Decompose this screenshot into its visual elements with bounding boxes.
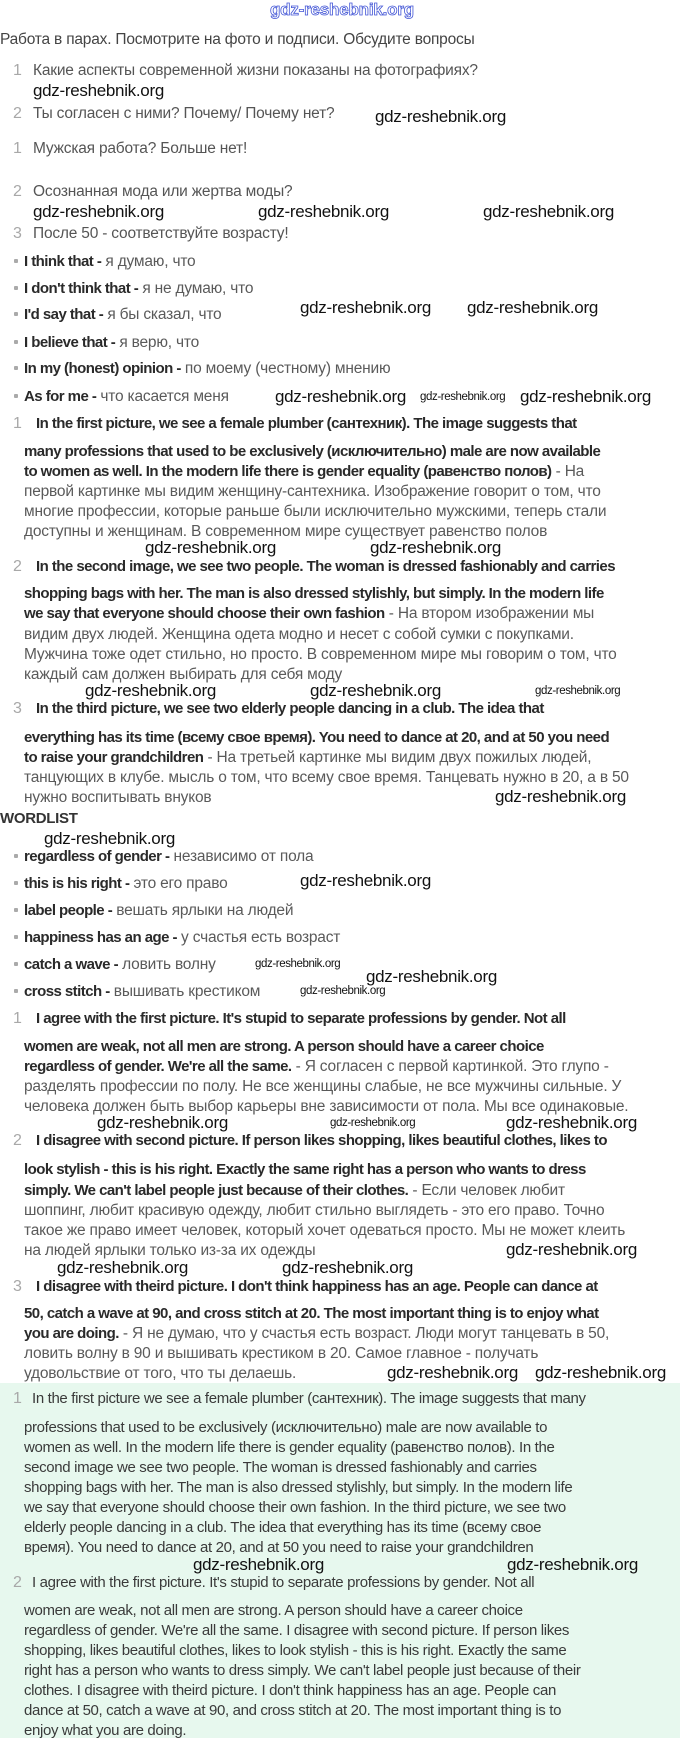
watermark-text: gdz-reshebnik.org (310, 681, 441, 700)
wordlist-item-translation: это его право (129, 874, 228, 892)
opinion-answer-english-text: regardless of gender. We're all the same. (24, 1057, 292, 1075)
wordlist-item-translation: у счастья есть возраст (176, 928, 341, 946)
opinion-answer-russian-text: - Я не думаю, что у счастья есть возраст. Люди могут танцевать в 50, (118, 1324, 610, 1342)
question-number: 2 (13, 104, 22, 122)
watermark-text: gdz-reshebnik.org (387, 1363, 518, 1382)
watermark-text: gdz-reshebnik.org (44, 829, 175, 848)
opinion-answer-russian-text: разделять профессии по полу. Не все женщины слабые, не все мужчины сильные. У (24, 1077, 622, 1095)
watermark-text: gdz-reshebnik.org (495, 787, 626, 806)
watermark-text: gdz-reshebnik.org (145, 538, 276, 557)
watermark-text: gdz-reshebnik.org (370, 538, 501, 557)
wordlist-item-translation: ловить волну (118, 955, 216, 973)
opinion-answer-line (24, 1325, 609, 1342)
opinion-answer-english-text: I agree with the first picture. It's stupid to separate professions by gender. Not all (36, 1009, 566, 1027)
photo-description-english-text: we say that everyone should choose their own fashion (24, 604, 385, 622)
summary-answer-text: second image we see two people. The woman is dressed fashionably and carries (24, 1458, 537, 1476)
watermark-text: gdz-reshebnik.org (193, 1554, 324, 1574)
watermark-text: gdz-reshebnik.org (282, 1258, 413, 1277)
summary-answer-text: women are weak, not all men are strong. A person should have a career choice (24, 1601, 523, 1619)
summary-answer-line (24, 1662, 580, 1679)
phrase-item-term: I'd say that - (24, 305, 104, 323)
opinion-answer-russian-text: ловить волну в 90 и вышивать крестиком в 20. Самое главное - получать (24, 1344, 539, 1362)
photo-description-english-text: everything has its time (всему свое время). You need to dance at 20, and at 50 you need (24, 728, 610, 746)
bullet-icon (14, 881, 18, 885)
photo-description-russian-text: Мужчина тоже одет стильно, но просто. В современном мире мы говорим о том, что (24, 645, 617, 663)
watermark-text: gdz-reshebnik.org (33, 81, 164, 100)
opinion-answer-line (24, 1345, 538, 1362)
summary-answer-text: regardless of gender. We're all the same. I disagree with second picture. If person likes (24, 1621, 570, 1639)
bullet-icon (14, 259, 18, 263)
summary-answer-number: 2 (13, 1573, 22, 1591)
watermark-text: gdz-reshebnik.org (300, 984, 386, 997)
watermark-text: gdz-reshebnik.org (535, 1363, 666, 1382)
photo-description-line (24, 749, 591, 766)
watermark-text: gdz-reshebnik.org (520, 387, 651, 406)
summary-answer-line (24, 1722, 186, 1739)
summary-answer-text: clothes. I disagree with theird picture. I don't think happiness has an age. People can (24, 1681, 556, 1699)
wordlist-item (24, 902, 293, 919)
wordlist-item-translation: вышивать крестиком (109, 982, 261, 1000)
photo-description-line (36, 700, 544, 717)
photo-description-russian-text: каждый сам должен выбирать для себя моду (24, 665, 343, 683)
bullet-icon (14, 962, 18, 966)
opinion-answer-russian-text: - Если человек любит (408, 1181, 565, 1199)
watermark-text: gdz-reshebnik.org (420, 390, 506, 403)
summary-answer-text: professions that used to be exclusively (исключительно) male are now available to (24, 1418, 548, 1436)
opinion-answer-english-text: 50, catch a wave at 90, and cross stitch at 20. The most important thing is to enjoy what (24, 1304, 599, 1322)
opinion-answer-line (24, 1038, 544, 1055)
watermark-text: gdz-reshebnik.org (57, 1258, 188, 1277)
phrase-item-translation: по моему (честному) мнению (180, 359, 391, 377)
summary-answer-line (24, 1602, 523, 1619)
photo-description-line (24, 789, 211, 806)
opinion-answer-russian-text: человека должен быть выбор карьеры вне зависимости от пола. Мы все одинаковые. (24, 1097, 629, 1115)
bullet-icon (14, 989, 18, 993)
photo-description-line (36, 558, 615, 575)
wordlist-heading: WORDLIST (0, 809, 78, 827)
watermark-text: gdz-reshebnik.org (366, 967, 497, 986)
watermark-text: gdz-reshebnik.org (483, 202, 614, 221)
page-title: Работа в парах. Посмотрите на фото и подписи. Обсудите вопросы (0, 30, 475, 48)
summary-answer-line (24, 1622, 569, 1639)
photo-caption: Осознанная мода или жертва моды? (33, 182, 293, 200)
summary-answer-text: shopping bags with her. The man is also dressed stylishly, but simply. In the modern life (24, 1478, 573, 1496)
opinion-answer-russian-text: - Я согласен с первой картинкой. Это глупо - (291, 1057, 609, 1075)
summary-answer-text: shopping, likes beautiful clothes, likes to look stylish - this is his right. Exactly the same (24, 1641, 567, 1659)
wordlist-item-term: regardless of gender - (24, 847, 170, 865)
summary-answer-line (24, 1439, 555, 1456)
phrase-item-translation: я думаю, что (101, 252, 196, 270)
phrase-item-translation: я бы сказал, что (103, 305, 222, 323)
opinion-answer-english-text: I disagree with second picture. If person likes shopping, likes beautiful clothes, likes to (36, 1131, 607, 1149)
photo-description-line (36, 415, 577, 432)
opinion-answer-line (24, 1242, 315, 1259)
photo-caption: После 50 - соответствуйте возрасту! (33, 224, 289, 242)
photo-description-number: 3 (13, 699, 22, 717)
opinion-answer-line (24, 1058, 609, 1075)
photo-description-line (24, 605, 594, 622)
phrase-item-term: I believe that - (24, 333, 116, 351)
opinion-answer-line (24, 1078, 621, 1095)
phrase-item (24, 306, 221, 323)
watermark-text: gdz-reshebnik.org (33, 202, 164, 221)
photo-description-russian-text: многие профессии, которые раньше были исключительно мужскими, теперь стали (24, 502, 607, 520)
photo-caption-number: 2 (13, 182, 22, 200)
summary-answer-number: 1 (13, 1389, 22, 1407)
opinion-answer-line (36, 1010, 566, 1027)
bullet-icon (14, 854, 18, 858)
question: Какие аспекты современной жизни показаны на фотографиях? (33, 61, 478, 79)
summary-answer-line (24, 1499, 566, 1516)
summary-answer-line (24, 1539, 533, 1556)
photo-description-line (24, 626, 574, 643)
opinion-answer-russian-text: шоппинг, любит красивую одежду, любит стильно выглядеть - это его право. Точно (24, 1201, 605, 1219)
photo-caption-number: 3 (13, 224, 22, 242)
phrase-item-translation: что касается меня (96, 387, 229, 405)
watermark-text: gdz-reshebnik.org (467, 298, 598, 317)
opinion-answer-line (36, 1278, 598, 1295)
summary-answer-line (24, 1459, 537, 1476)
wordlist-item (24, 929, 340, 946)
photo-description-line (24, 729, 609, 746)
bullet-icon (14, 394, 18, 398)
phrase-item (24, 253, 195, 270)
watermark-text: gdz-reshebnik.org (300, 871, 431, 890)
watermark-text: gdz-reshebnik.org (535, 684, 621, 697)
opinion-answer-number: 2 (13, 1131, 22, 1149)
summary-answer-line (24, 1642, 566, 1659)
opinion-answer-line (24, 1202, 604, 1219)
summary-answer-line (32, 1574, 534, 1591)
photo-description-line (24, 483, 601, 500)
summary-answer-text: right has a person who wants to dress simply. We can't label people just because of their (24, 1661, 581, 1679)
photo-description-english-text: In the third picture, we see two elderly people dancing in a club. The idea that (36, 699, 544, 717)
photo-description-line (24, 463, 584, 480)
summary-answer-text: we say that everyone should choose their own fashion. In the third picture, we see two (24, 1498, 566, 1516)
opinion-answer-english-text: I disagree with theird picture. I don't think happiness has an age. People can dance at (36, 1277, 598, 1295)
summary-answer-text: elderly people dancing in a club. The idea that everything has its time (всему свое (24, 1518, 542, 1536)
watermark-text: gdz-reshebnik.org (275, 387, 406, 406)
phrase-item (24, 280, 253, 297)
wordlist-item (24, 956, 216, 973)
watermark-text: gdz-reshebnik.org (85, 681, 216, 700)
wordlist-item-term: happiness has an age - (24, 928, 177, 946)
summary-answer-text: In the first picture we see a female plumber (сантехник). The image suggests that many (32, 1389, 586, 1407)
bullet-icon (14, 908, 18, 912)
opinion-answer-english-text: simply. We can't label people just because of their clothes. (24, 1181, 409, 1199)
opinion-answer-line (24, 1365, 296, 1382)
watermark-text: gdz-reshebnik.org (375, 107, 506, 126)
photo-description-number: 2 (13, 557, 22, 575)
summary-answer-text: время). You need to dance at 20, and at 50 you need to raise your grandchildren (24, 1538, 534, 1556)
site-watermark-header[interactable]: gdz-reshebnik.org (270, 0, 414, 19)
opinion-answer-russian-text: такое же право имеет человек, который хочет одеваться просто. Мы не может клеить (24, 1221, 626, 1239)
opinion-answer-number: 1 (13, 1009, 22, 1027)
bullet-icon (14, 935, 18, 939)
bullet-icon (14, 366, 18, 370)
opinion-answer-line (24, 1182, 565, 1199)
photo-description-english-text: many professions that used to be exclusively (исключительно) male are now available (24, 442, 601, 460)
summary-answer-text: I agree with the first picture. It's stupid to separate professions by gender. Not all (32, 1573, 535, 1591)
photo-description-line (24, 503, 606, 520)
photo-description-line (24, 769, 629, 786)
wordlist-item-translation: вешать ярлыки на людей (112, 901, 294, 919)
photo-description-russian-text: нужно воспитывать внуков (24, 788, 212, 806)
summary-answer-line (24, 1479, 572, 1496)
opinion-answer-english-text: you are doing. (24, 1324, 119, 1342)
photo-description-english-text: to raise your grandchildren (24, 748, 204, 766)
photo-description-line (24, 585, 604, 602)
phrase-item (24, 360, 390, 377)
photo-description-russian-text: первой картинке мы видим женщину-сантехника. Изображение говорит о том, что (24, 482, 601, 500)
watermark-text: gdz-reshebnik.org (330, 1116, 416, 1129)
summary-answer-text: women as well. In the modern life there is gender equality (равенство полов). In the (24, 1438, 555, 1456)
opinion-answer-english-text: women are weak, not all men are strong. A person should have a career choice (24, 1037, 544, 1055)
photo-description-line (24, 666, 342, 683)
photo-description-russian-text: видим двух людей. Женщина одета модно и несет с собой сумки с покупками. (24, 625, 574, 643)
wordlist-item (24, 983, 260, 1000)
summary-answer-line (24, 1702, 561, 1719)
wordlist-item (24, 848, 313, 865)
summary-answer-line (24, 1519, 541, 1536)
photo-description-number: 1 (13, 414, 22, 432)
summary-answer-line (24, 1682, 556, 1699)
photo-description-russian-text: - На (551, 462, 585, 480)
phrase-item-term: In my (honest) opinion - (24, 359, 181, 377)
phrase-item-term: As for me - (24, 387, 97, 405)
photo-description-english-text: to women as well. In the modern life there is gender equality (равенство полов) (24, 462, 552, 480)
photo-description-russian-text: - На третьей картинке мы видим двух пожилых людей, (203, 748, 592, 766)
watermark-text: gdz-reshebnik.org (97, 1113, 228, 1132)
wordlist-item-translation: независимо от пола (169, 847, 314, 865)
photo-description-english-text: shopping bags with her. The man is also dressed stylishly, but simply. In the modern life (24, 584, 604, 602)
question-number: 1 (13, 61, 22, 79)
photo-description-russian-text: доступны и женщинам. В современном мире существует равенство полов (24, 522, 548, 540)
photo-description-english-text: In the first picture, we see a female plumber (сантехник). The image suggests that (36, 414, 577, 432)
photo-description-russian-text: танцующих в клубе. мысль о том, что всему свое время. Танцевать нужно в 20, а в 50 (24, 768, 629, 786)
bullet-icon (14, 340, 18, 344)
phrase-item-translation: я не думаю, что (138, 279, 254, 297)
photo-description-russian-text: - На втором изображении мы (384, 604, 595, 622)
summary-answer-text: enjoy what you are doing. (24, 1721, 187, 1739)
opinion-answer-line (36, 1132, 607, 1149)
question: Ты согласен с ними? Почему/ Почему нет? (33, 104, 335, 122)
wordlist-item-term: cross stitch - (24, 982, 110, 1000)
summary-answer-text: dance at 50, catch a wave at 90, and cross stitch at 20. The most important thing is to (24, 1701, 562, 1719)
summary-answer-line (24, 1419, 547, 1436)
watermark-text: gdz-reshebnik.org (506, 1113, 637, 1132)
opinion-answer-line (24, 1098, 628, 1115)
opinion-answer-russian-text: удовольствие от того, что ты делаешь. (24, 1364, 297, 1382)
phrase-item-term: I don't think that - (24, 279, 139, 297)
photo-description-line (24, 646, 617, 663)
photo-caption-number: 1 (13, 139, 22, 157)
summary-answer-line (32, 1390, 586, 1407)
watermark-text: gdz-reshebnik.org (506, 1240, 637, 1259)
phrase-item-translation: я верю, что (115, 333, 200, 351)
phrase-item-term: I think that - (24, 252, 102, 270)
opinion-answer-russian-text: на людей ярлыки только из-за их одежды (24, 1241, 316, 1259)
phrase-item (24, 334, 199, 351)
opinion-answer-line (24, 1222, 625, 1239)
opinion-answer-number: 3 (13, 1277, 22, 1295)
photo-description-line (24, 523, 547, 540)
phrase-item (24, 388, 229, 405)
photo-description-line (24, 443, 600, 460)
wordlist-item-term: catch a wave - (24, 955, 119, 973)
watermark-text: gdz-reshebnik.org (255, 957, 341, 970)
watermark-text: gdz-reshebnik.org (507, 1554, 638, 1574)
photo-description-english-text: In the second image, we see two people. The woman is dressed fashionably and carries (36, 557, 615, 575)
watermark-text: gdz-reshebnik.org (258, 202, 389, 221)
photo-caption: Мужская работа? Больше нет! (33, 139, 248, 157)
bullet-icon (14, 286, 18, 290)
opinion-answer-line (24, 1161, 586, 1178)
opinion-answer-english-text: look stylish - this is his right. Exactly the same right has a person who wants to dress (24, 1160, 586, 1178)
wordlist-item (24, 875, 228, 892)
wordlist-item-term: this is his right - (24, 874, 130, 892)
opinion-answer-line (24, 1305, 599, 1322)
bullet-icon (14, 312, 18, 316)
watermark-text: gdz-reshebnik.org (300, 298, 431, 317)
wordlist-item-term: label people - (24, 901, 113, 919)
